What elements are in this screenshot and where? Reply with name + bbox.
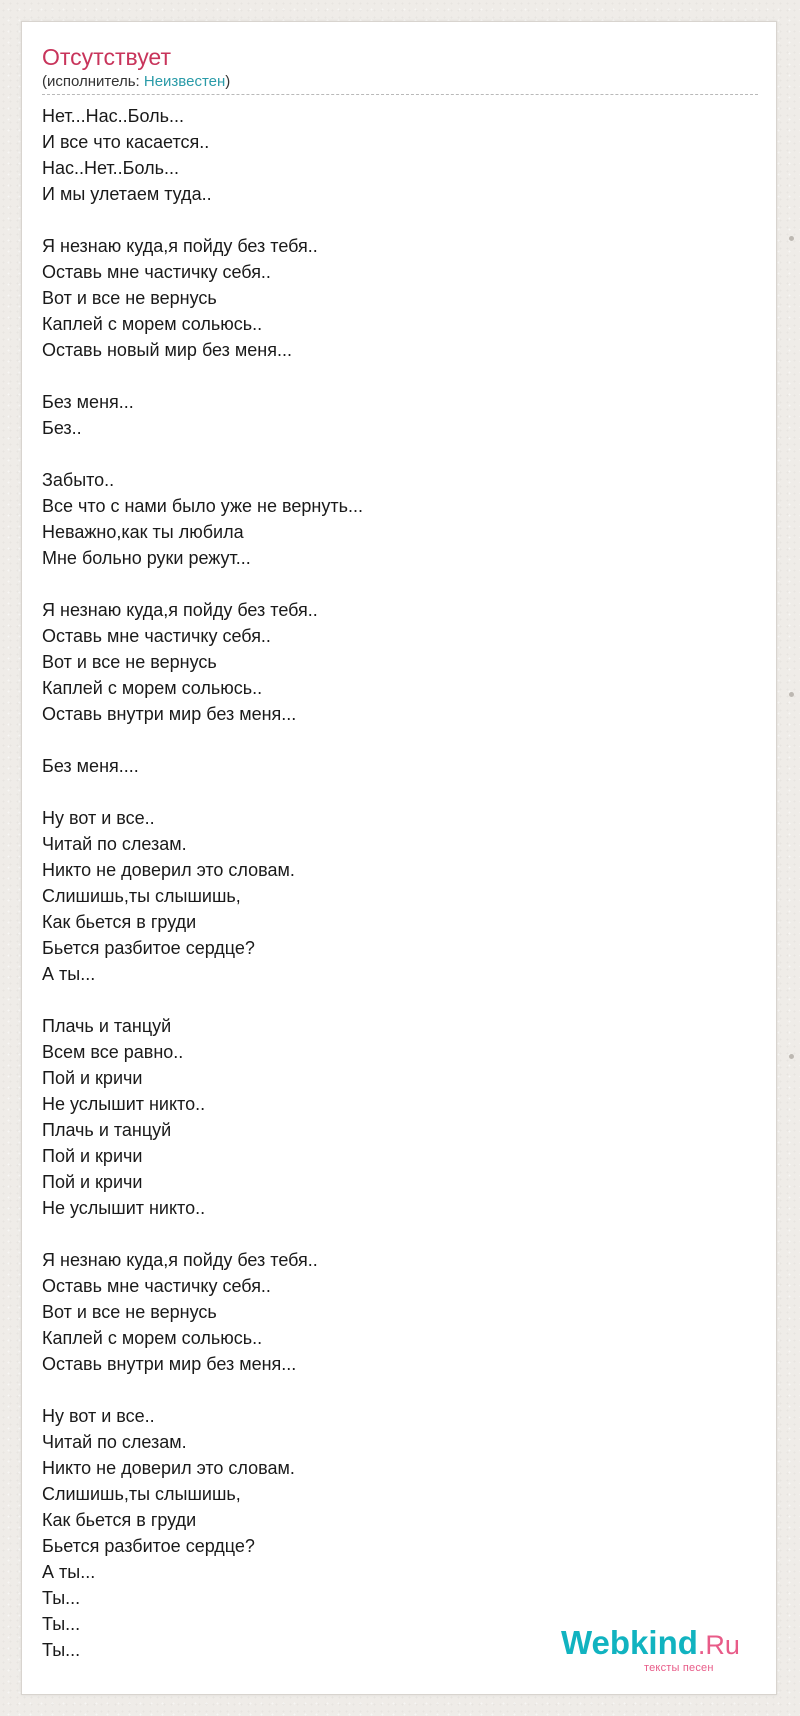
lyric-line: Без.. bbox=[42, 418, 82, 438]
artist-byline bbox=[42, 73, 230, 91]
lyric-line: Я незнаю куда,я пойду без тебя.. bbox=[42, 236, 318, 256]
lyric-line: Ты... bbox=[42, 1588, 81, 1608]
stanza bbox=[42, 805, 758, 987]
lyrics-card bbox=[21, 21, 777, 1695]
stanza-gap bbox=[42, 779, 758, 805]
logo-name: Webkind bbox=[561, 1624, 698, 1661]
lyric-line: Никто не доверил это словам. bbox=[42, 860, 295, 880]
lyric-line: Слишишь,ты слышишь, bbox=[42, 886, 241, 906]
lyric-line: Как бьется в груди bbox=[42, 912, 197, 932]
lyric-line: И мы улетаем туда.. bbox=[42, 184, 212, 204]
lyric-line: Вот и все не вернусь bbox=[42, 1302, 217, 1322]
lyric-line: Каплей с морем сольюсь.. bbox=[42, 1328, 263, 1348]
stanza-gap bbox=[42, 441, 758, 467]
song-title: Отсутствует bbox=[42, 44, 171, 70]
lyric-line: Пой и кричи bbox=[42, 1146, 143, 1166]
lyric-line: Плачь и танцуй bbox=[42, 1016, 172, 1036]
lyric-line: Читай по слезам. bbox=[42, 834, 187, 854]
lyric-line: Бьется разбитое сердце? bbox=[42, 938, 255, 958]
lyric-line: Все что с нами было уже не вернуть... bbox=[42, 496, 363, 516]
lyric-line: Слишишь,ты слышишь, bbox=[42, 1484, 241, 1504]
stanza-gap bbox=[42, 571, 758, 597]
lyric-line: Я незнаю куда,я пойду без тебя.. bbox=[42, 600, 318, 620]
lyric-line: Мне больно руки режут... bbox=[42, 548, 251, 568]
stanza-gap bbox=[42, 727, 758, 753]
lyric-line: Оставь мне частичку себя.. bbox=[42, 262, 271, 282]
stanza bbox=[42, 233, 758, 363]
lyric-line: Каплей с морем сольюсь.. bbox=[42, 314, 263, 334]
lyric-line: Всем все равно.. bbox=[42, 1042, 184, 1062]
lyric-line: Не услышит никто.. bbox=[42, 1094, 206, 1114]
edge-dot-decoration bbox=[789, 1054, 794, 1059]
lyric-line: Оставь мне частичку себя.. bbox=[42, 1276, 271, 1296]
lyric-line: Пой и кричи bbox=[42, 1068, 143, 1088]
byline-prefix: (исполнитель: bbox=[42, 73, 144, 90]
lyric-line: Неважно,как ты любила bbox=[42, 522, 244, 542]
lyric-line: Нас..Нет..Боль... bbox=[42, 158, 179, 178]
lyric-line: Нет...Нас..Боль... bbox=[42, 106, 184, 126]
lyric-line: Оставь мне частичку себя.. bbox=[42, 626, 271, 646]
lyric-line: Вот и все не вернусь bbox=[42, 288, 217, 308]
lyric-line: Пой и кричи bbox=[42, 1172, 143, 1192]
edge-dot-decoration bbox=[789, 236, 794, 241]
lyric-line: Ты... bbox=[42, 1614, 81, 1634]
lyric-line: Как бьется в груди bbox=[42, 1510, 197, 1530]
lyric-line: Никто не доверил это словам. bbox=[42, 1458, 295, 1478]
lyric-line: Плачь и танцуй bbox=[42, 1120, 172, 1140]
lyric-line: Читай по слезам. bbox=[42, 1432, 187, 1452]
lyrics-text bbox=[42, 103, 758, 1663]
lyric-line: Не услышит никто.. bbox=[42, 1198, 206, 1218]
lyric-line: И все что касается.. bbox=[42, 132, 210, 152]
lyric-line: Вот и все не вернусь bbox=[42, 652, 217, 672]
lyric-line: Ты... bbox=[42, 1640, 81, 1660]
lyric-line: Я незнаю куда,я пойду без тебя.. bbox=[42, 1250, 318, 1270]
lyric-line: Оставь внутри мир без меня... bbox=[42, 1354, 297, 1374]
song-header bbox=[42, 42, 758, 95]
lyric-line: А ты... bbox=[42, 1562, 96, 1582]
lyric-line: А ты... bbox=[42, 964, 96, 984]
stanza bbox=[42, 1247, 758, 1377]
stanza bbox=[42, 753, 758, 779]
stanza bbox=[42, 389, 758, 441]
lyric-line: Забыто.. bbox=[42, 470, 115, 490]
byline-suffix: ) bbox=[225, 73, 231, 90]
stanza bbox=[42, 467, 758, 571]
lyric-line: Оставь внутри мир без меня... bbox=[42, 704, 297, 724]
lyric-line: Оставь новый мир без меня... bbox=[42, 340, 292, 360]
lyric-line: Ну вот и все.. bbox=[42, 808, 155, 828]
lyric-line: Ну вот и все.. bbox=[42, 1406, 155, 1426]
stanza bbox=[42, 1013, 758, 1221]
lyric-line: Без меня.... bbox=[42, 756, 139, 776]
lyric-line: Каплей с морем сольюсь.. bbox=[42, 678, 263, 698]
artist-link[interactable]: Неизвестен bbox=[143, 73, 226, 90]
stanza bbox=[42, 597, 758, 727]
logo-wordmark bbox=[561, 1624, 740, 1664]
stanza-gap bbox=[42, 207, 758, 233]
stanza-gap bbox=[42, 1221, 758, 1247]
site-logo[interactable] bbox=[561, 1624, 776, 1678]
edge-dot-decoration bbox=[789, 692, 794, 697]
logo-tagline: тексты песен bbox=[644, 1662, 714, 1674]
stanza-gap bbox=[42, 363, 758, 389]
lyric-line: Бьется разбитое сердце? bbox=[42, 1536, 255, 1556]
stanza bbox=[42, 103, 758, 207]
stanza-gap bbox=[42, 987, 758, 1013]
logo-tld: .Ru bbox=[697, 1630, 740, 1660]
stanza-gap bbox=[42, 1377, 758, 1403]
lyric-line: Без меня... bbox=[42, 392, 134, 412]
